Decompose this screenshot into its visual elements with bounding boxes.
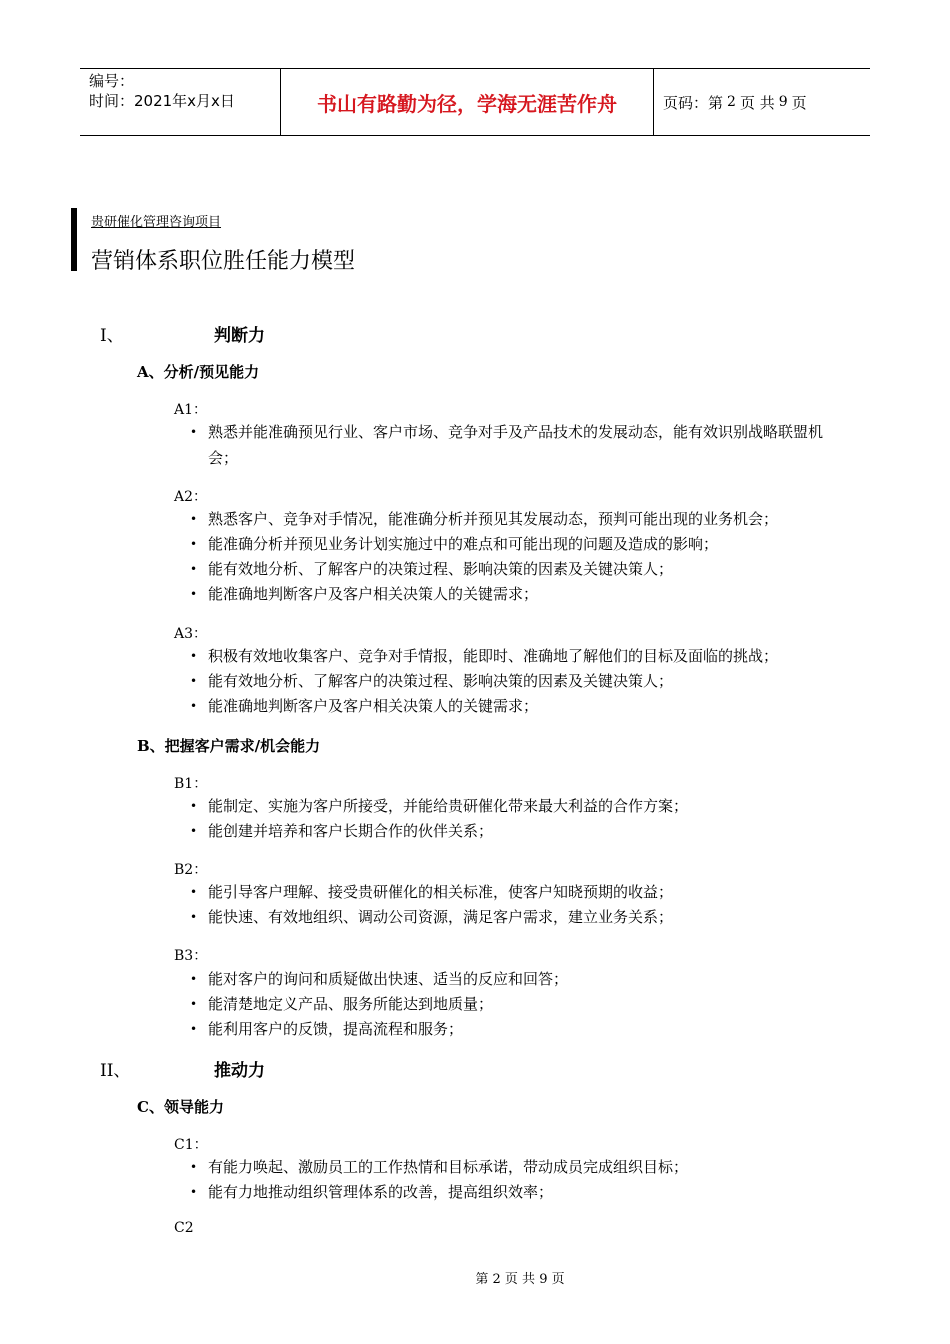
level-label: B1： [174,776,208,792]
subsection-heading: C、领导能力 [137,1098,224,1116]
list-item: • 能引导客户理解、接受贵研催化的相关标准，使客户知晓预期的收益； [190,879,850,905]
list-item: • 熟悉客户、竞争对手情况，能准确分析并预见其发展动态，预判可能出现的业务机会； [190,506,850,532]
level-label: A2： [174,489,208,505]
page-total: 9 [778,94,788,110]
list-item: • 能准确地判断客户及客户相关决策人的关键需求； [190,693,850,719]
bullet-icon: • [190,1022,198,1036]
list-item: • 能创建并培养和客户长期合作的伙伴关系； [190,818,850,844]
level-label: C2 [174,1220,194,1236]
list-item: • 积极有效地收集客户、竞争对手情报，能即时、准确地了解他们的目标及面临的挑战； [190,643,850,669]
page-suffix: 页 [791,93,807,112]
bullet-icon: • [190,997,198,1011]
bullet-icon: • [190,1185,198,1199]
level-label: B2： [174,862,208,878]
header-page-info [654,69,870,135]
list-item: • 能清楚地定义产品、服务所能达到地质量； [190,991,850,1017]
list-item: • 熟悉并能准确预见行业、客户市场、竞争对手及产品技术的发展动态，能有效识别战略联盟机会； [190,419,850,471]
project-name: 贵研催化管理咨询项目 [91,215,222,230]
page-current: 2 [727,94,736,110]
bullet-icon: • [190,824,198,838]
list-item: • 能准确分析并预见业务计划实施过中的难点和可能出现的问题及造成的影响； [190,531,850,557]
bullet-icon: • [190,425,198,439]
list-item: • 能对客户的询问和质疑做出快速、适当的反应和回答； [190,966,850,992]
list-item: • 能准确地判断客户及客户相关决策人的关键需求； [190,581,850,607]
header-motto: 书山有路勤为径，学海无涯苦作舟 [281,69,654,135]
page-footer: 第 2 页 共 9 页 [475,1272,565,1287]
page-mid: 页 共 [739,93,775,112]
section-label: 推动力 [214,1061,265,1081]
bullet-icon: • [190,649,198,663]
number-label: 编号： [89,72,135,90]
list-item: • 能制定、实施为客户所接受，并能给贵研催化带来最大利益的合作方案； [190,793,850,819]
bullet-icon: • [190,537,198,551]
header-table [80,68,870,136]
level-label: B3： [174,948,208,964]
bullet-icon: • [190,562,198,576]
time-label: 时间：2021年x月x日 [89,92,235,110]
page-prefix: 页码：第 [663,93,724,112]
bullet-icon: • [190,1160,198,1174]
bullet-icon: • [190,512,198,526]
title-bar [71,208,77,271]
bullet-icon: • [190,699,198,713]
bullet-icon: • [190,799,198,813]
bullet-icon: • [190,674,198,688]
section-label: 判断力 [214,326,265,346]
subsection-heading: B、把握客户需求/机会能力 [137,737,321,755]
list-item: • 有能力唤起、激励员工的工作热情和目标承诺，带动成员完成组织目标； [190,1154,850,1180]
bullet-icon: • [190,910,198,924]
header-left-cell [80,69,281,135]
level-label: A3： [174,626,208,642]
level-label: C1： [174,1137,208,1153]
bullet-icon: • [190,885,198,899]
section-number: I、 [100,326,124,346]
list-item: • 能有效地分析、了解客户的决策过程、影响决策的因素及关键决策人； [190,556,850,582]
list-item: • 能利用客户的反馈，提高流程和服务； [190,1016,850,1042]
bullet-icon: • [190,972,198,986]
document-title: 营销体系职位胜任能力模型 [91,249,356,274]
section-number: II、 [100,1061,131,1081]
list-item: • 能有效地分析、了解客户的决策过程、影响决策的因素及关键决策人； [190,668,850,694]
bullet-icon: • [190,587,198,601]
subsection-heading: A、分析/预见能力 [137,363,260,381]
list-item: • 能有力地推动组织管理体系的改善，提高组织效率； [190,1179,850,1205]
level-label: A1： [174,402,208,418]
list-item: • 能快速、有效地组织、调动公司资源，满足客户需求，建立业务关系； [190,904,850,930]
